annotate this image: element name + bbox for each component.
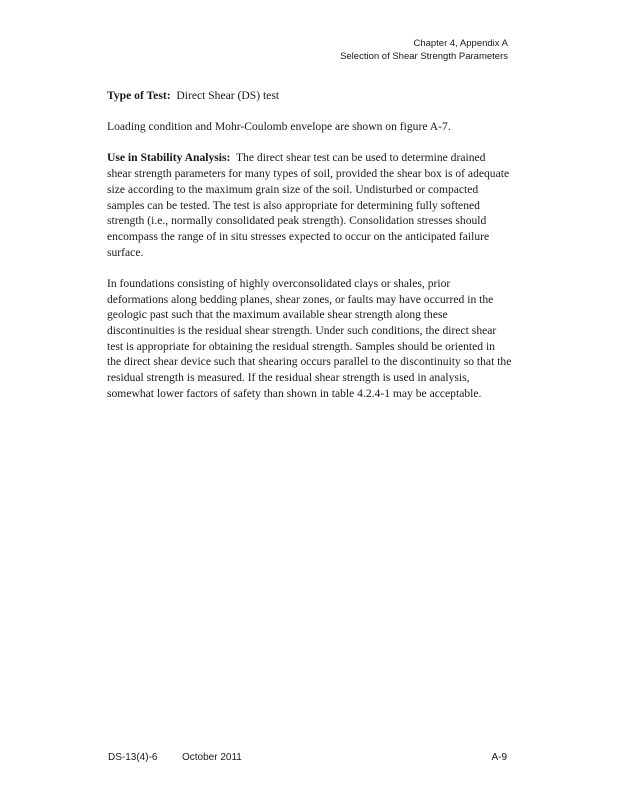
document-body bbox=[107, 88, 512, 417]
footer-document-id: DS-13(4)-6 bbox=[108, 752, 158, 763]
stability-analysis-paragraph bbox=[107, 150, 512, 260]
type-of-test-paragraph bbox=[107, 88, 512, 104]
page-header bbox=[340, 37, 508, 63]
page-footer bbox=[108, 751, 507, 765]
stability-analysis-text: The direct shear test can be used to determine drained shear strength parameters for many types of soil, provided the shear box is of adequate size according to the maximum grain size of the soil. Undisturbed or compacted samples can be tested. The test is also appropriate for determining fully softened strength (i.e., normally consolidated peak strength). Consolidation stresses should encompass the range of in situ stresses expected to occur on the anticipated failure surface. bbox=[107, 151, 510, 259]
footer-date: October 2011 bbox=[182, 752, 242, 763]
header-chapter: Chapter 4, Appendix A bbox=[413, 38, 508, 49]
type-of-test-label: Type of Test: bbox=[107, 89, 171, 102]
footer-page-number: A-9 bbox=[491, 752, 507, 763]
foundations-paragraph: In foundations consisting of highly overconsolidated clays or shales, prior deformations along bedding planes, shear zones, or faults may have occurred in the geologic past such that the maximum available shear strength along these discontinuities is the residual shear strength. Under such conditions, the direct shear test is appropriate for obtaining the residual strength. Samples should be oriented in the direct shear device such that shearing occurs parallel to the discontinuity so that the residual strength is measured. If the residual shear strength is used in analysis, somewhat lower factors of safety than shown in table 4.2.4-1 may be acceptable. bbox=[107, 276, 512, 400]
header-title: Selection of Shear Strength Parameters bbox=[340, 51, 508, 62]
loading-condition-paragraph: Loading condition and Mohr-Coulomb envelope are shown on figure A-7. bbox=[107, 120, 451, 134]
type-of-test-value: Direct Shear (DS) test bbox=[176, 89, 280, 102]
stability-analysis-label: Use in Stability Analysis: bbox=[107, 151, 231, 165]
